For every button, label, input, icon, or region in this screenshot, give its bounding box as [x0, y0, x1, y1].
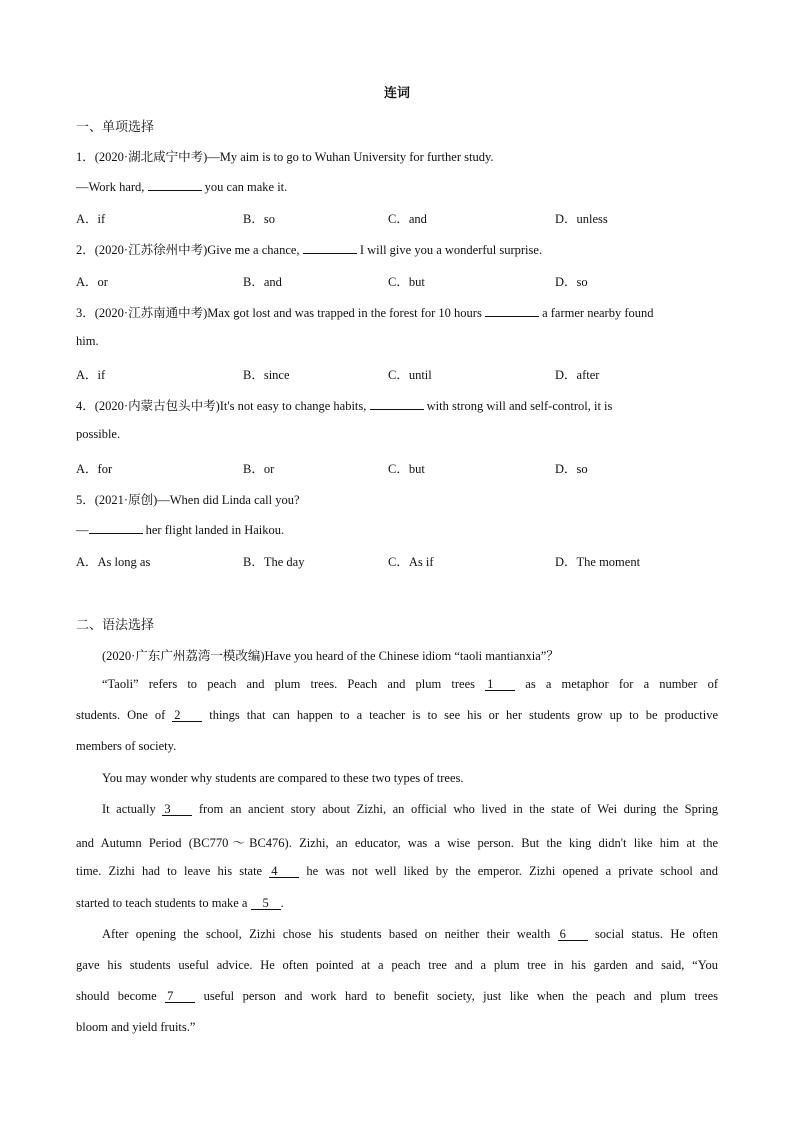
question-5-dialogue: [76, 521, 284, 538]
question-3-text: [76, 303, 654, 321]
question-3-continued: him.: [76, 334, 99, 348]
option-d: D．so: [555, 275, 588, 289]
passage-text: social status. He often: [587, 927, 719, 941]
passage-line: [76, 708, 718, 723]
option-a: A．if: [76, 212, 106, 226]
question-1-suffix: you can make it.: [201, 180, 288, 194]
passage-text: .: [280, 896, 284, 910]
option-c: C．but: [388, 275, 425, 289]
question-5-text: 5．(2021·原创)—When did Linda call you?: [76, 493, 300, 507]
option-b: B．so: [243, 212, 275, 226]
passage-line: [102, 677, 718, 692]
answer-blank: [303, 241, 357, 254]
question-1-dialogue: [76, 178, 287, 195]
question-2-text: [76, 240, 542, 258]
passage-text: “Taoli” refers to peach and plum trees. Peach and plum trees: [102, 677, 486, 691]
passage-text: things that can happen to a teacher is to see his or her students grow up to be productive: [202, 708, 718, 722]
passage-text: It actually: [102, 802, 163, 816]
passage-text: should become: [76, 989, 166, 1003]
question-2-prefix: 2．(2020·江苏徐州中考)Give me a chance,: [76, 243, 303, 257]
option-a: A．if: [76, 368, 106, 382]
passage-text: he was not well liked by the emperor. Zizhi opened a private school and: [299, 864, 718, 878]
option-b: B．or: [243, 462, 275, 476]
question-4-text: [76, 396, 612, 414]
question-1-prefix: —Work hard,: [76, 180, 148, 194]
question-3-suffix: a farmer nearby found: [538, 306, 654, 320]
answer-blank: [148, 178, 202, 191]
passage-line: bloom and yield fruits.”: [76, 1020, 196, 1034]
option-d: D．so: [555, 462, 588, 476]
question-2-suffix: I will give you a wonderful surprise.: [356, 243, 543, 257]
section-heading-grammar-choice: 二、语法选择: [76, 618, 155, 633]
passage-line: gave his students useful advice. He often pointed at a peach tree and a plum tree in his garden and said, “You: [76, 958, 718, 972]
answer-blank: [89, 521, 143, 534]
passage-line: [102, 927, 718, 942]
passage-line: [76, 864, 718, 879]
passage-text: started to teach students to make a: [76, 896, 251, 910]
option-c: C．but: [388, 462, 425, 476]
option-a: A．for: [76, 462, 113, 476]
passage-text: After opening the school, Zizhi chose his students based on neither their wealth: [102, 927, 558, 941]
passage-line: members of society.: [76, 739, 177, 753]
blank-number: 5: [251, 897, 281, 910]
blank-number: 1: [485, 678, 515, 691]
passage-text: students. One of: [76, 708, 173, 722]
blank-number: 7: [165, 990, 195, 1003]
passage-source: (2020·广东广州荔湾一模改编)Have you heard of the Chinese idiom “taoli mantianxia”？: [102, 649, 559, 663]
passage-line: [76, 896, 284, 911]
question-4-continued: possible.: [76, 427, 121, 441]
option-d: D．after: [555, 368, 600, 382]
option-b: B．since: [243, 368, 290, 382]
passage-line: You may wonder why students are compared to these two types of trees.: [102, 771, 464, 785]
question-4-prefix: 4．(2020·内蒙古包头中考)It's not easy to change habits,: [76, 399, 370, 413]
option-c: C．As if: [388, 555, 434, 569]
blank-number: 3: [162, 803, 192, 816]
answer-blank: [370, 397, 424, 410]
passage-line: and Autumn Period (BC770～BC476). Zizhi, an educator, was a wise person. But the king didn't like him at the: [76, 836, 718, 850]
option-d: D．The moment: [555, 555, 641, 569]
question-4-suffix: with strong will and self-control, it is: [423, 399, 613, 413]
option-b: B．The day: [243, 555, 305, 569]
question-3-prefix: 3．(2020·江苏南通中考)Max got lost and was trapped in the forest for 10 hours: [76, 306, 485, 320]
passage-text: from an ancient story about Zizhi, an official who lived in the state of Wei during the Spring: [192, 802, 719, 816]
question-5-suffix: her flight landed in Haikou.: [142, 523, 285, 537]
passage-text: time. Zizhi had to leave his state: [76, 864, 270, 878]
option-c: C．and: [388, 212, 427, 226]
question-1-text: 1．(2020·湖北咸宁中考)—My aim is to go to Wuhan University for further study.: [76, 150, 494, 164]
passage-text: as a metaphor for a number of: [515, 677, 718, 691]
page-title: 连词: [383, 86, 410, 101]
section-heading-single-choice: 一、单项选择: [76, 120, 155, 135]
option-a: A．As long as: [76, 555, 151, 569]
passage-text: useful person and work hard to benefit society, just like when the peach and plum trees: [195, 989, 718, 1003]
option-a: A．or: [76, 275, 108, 289]
question-5-prefix: —: [76, 523, 89, 537]
blank-number: 2: [172, 709, 202, 722]
blank-number: 6: [558, 928, 588, 941]
option-d: D．unless: [555, 212, 608, 226]
option-c: C．until: [388, 368, 432, 382]
blank-number: 4: [269, 865, 299, 878]
passage-line: [76, 989, 718, 1004]
answer-blank: [485, 304, 539, 317]
option-b: B．and: [243, 275, 282, 289]
passage-line: [102, 802, 718, 817]
